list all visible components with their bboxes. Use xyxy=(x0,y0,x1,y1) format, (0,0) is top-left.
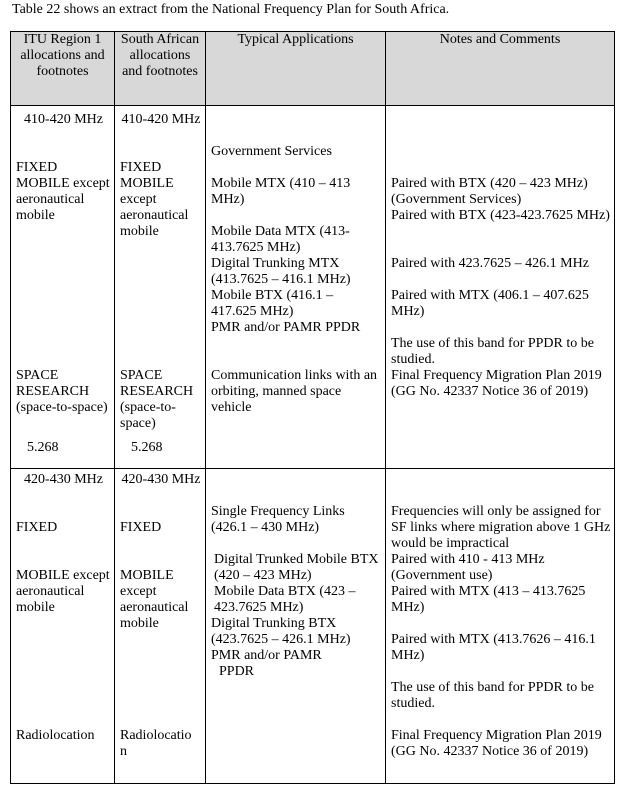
table-caption: Table 22 shows an extract from the National Frequency Plan for South Africa. xyxy=(12,2,450,17)
note-migration-plan-2: Final Frequency Migration Plan 2019 (GG No. 42337 Notice 36 of 2019) xyxy=(391,728,602,759)
note-ppdr-studied-2: The use of this band for PPDR to be studied. xyxy=(391,680,594,711)
table-row-band-420-430 xyxy=(11,469,615,784)
sa-fixed-2: FIXED xyxy=(120,520,162,535)
app-government-services: Government Services xyxy=(211,144,332,159)
app-pmr-pamr-ppdr: PMR and/or PAMR PPDR xyxy=(211,320,361,335)
note-migration-plan: Final Frequency Migration Plan 2019 (GG No. 42337 Notice 36 of 2019) xyxy=(391,368,602,399)
sa-freq-420-430: 420-430 MHz xyxy=(121,472,201,487)
header-itu-region1: ITU Region 1 allocations and footnotes xyxy=(11,32,115,106)
app-digital-trunking-btx: Digital Trunking BTX (423.7625 – 426.1 MHz) xyxy=(211,616,351,647)
app-mobile-btx: Mobile BTX (416.1 – 417.625 MHz) xyxy=(211,288,334,319)
sa-radiolocation: Radiolocatio n xyxy=(120,728,192,759)
note-sf-links: Frequencies will only be assigned for SF links where migration above 1 GHz would be impractical xyxy=(391,504,611,551)
itu-fixed-2: FIXED xyxy=(16,520,58,535)
note-ppdr-studied: The use of this band for PPDR to be studied. xyxy=(391,336,594,367)
sa-fixed: FIXED xyxy=(120,160,162,175)
sa-space-research: SPACE RESEARCH (space-to-space) xyxy=(120,368,194,431)
sa-freq-410-420: 410-420 MHz xyxy=(121,112,201,127)
app-mobile-data-mtx: Mobile Data MTX (413-413.7625 MHz) xyxy=(211,224,350,255)
app-ppdr: PPDR xyxy=(219,664,255,679)
cell-itu-420-430 xyxy=(11,469,115,784)
sa-footnote-5268: 5.268 xyxy=(131,440,163,455)
cell-sa-410-420 xyxy=(115,106,206,469)
cell-apps-420-430 xyxy=(206,469,386,784)
note-paired-btx-423: Paired with BTX (423-423.7625 MHz) xyxy=(391,208,610,223)
header-notes-comments: Notes and Comments xyxy=(386,32,615,106)
note-paired-423-426: Paired with 423.7625 – 426.1 MHz xyxy=(391,256,589,271)
table-header-row xyxy=(11,32,615,106)
frequency-plan-table xyxy=(10,31,615,784)
app-digital-trunking-mtx: Digital Trunking MTX (413.7625 – 416.1 MHz) xyxy=(211,256,351,287)
app-mobile-data-btx: Mobile Data BTX (423 – 423.7625 MHz) xyxy=(214,584,356,615)
cell-apps-410-420 xyxy=(206,106,386,469)
cell-notes-410-420 xyxy=(386,106,615,469)
sa-mobile-2: MOBILE except aeronautical mobile xyxy=(120,568,189,631)
header-south-african: South African allocations and footnotes xyxy=(115,32,206,106)
app-mobile-mtx: Mobile MTX (410 – 413 MHz) xyxy=(211,176,351,207)
header-typical-applications: Typical Applications xyxy=(206,32,386,106)
itu-freq-420-430: 420-430 MHz xyxy=(24,472,103,487)
itu-freq-410-420: 410-420 MHz xyxy=(24,112,103,127)
note-paired-mtx-413-7626: Paired with MTX (413.7626 – 416.1 MHz) xyxy=(391,632,596,663)
cell-itu-410-420 xyxy=(11,106,115,469)
note-paired-mtx-406: Paired with MTX (406.1 – 407.625 MHz) xyxy=(391,288,589,319)
sa-mobile: MOBILE except aeronautical mobile xyxy=(120,176,189,239)
app-digital-trunked-mobile-btx: Digital Trunked Mobile BTX (420 – 423 MHz) xyxy=(214,552,379,583)
cell-sa-420-430 xyxy=(115,469,206,784)
itu-mobile-2: MOBILE except aeronautical mobile xyxy=(16,568,110,615)
itu-fixed: FIXED xyxy=(16,160,58,175)
app-single-frequency-links: Single Frequency Links (426.1 – 430 MHz) xyxy=(211,504,345,535)
app-communication-links: Communication links with an orbiting, manned space vehicle xyxy=(211,368,378,415)
itu-mobile: MOBILE except aeronautical mobile xyxy=(16,176,110,223)
itu-radiolocation: Radiolocation xyxy=(16,728,95,743)
cell-notes-420-430 xyxy=(386,469,615,784)
app-pmr-pamr: PMR and/or PAMR xyxy=(211,648,322,663)
note-paired-410-413: Paired with 410 - 413 MHz (Government use) xyxy=(391,552,545,583)
table-row-band-410-420 xyxy=(11,106,615,469)
itu-footnote-5268: 5.268 xyxy=(27,440,59,455)
itu-space-research: SPACE RESEARCH (space-to-space) xyxy=(16,368,108,415)
note-paired-mtx-413: Paired with MTX (413 – 413.7625 MHz) xyxy=(391,584,586,615)
note-paired-btx-420-423: Paired with BTX (420 – 423 MHz) (Government Services) xyxy=(391,176,588,207)
